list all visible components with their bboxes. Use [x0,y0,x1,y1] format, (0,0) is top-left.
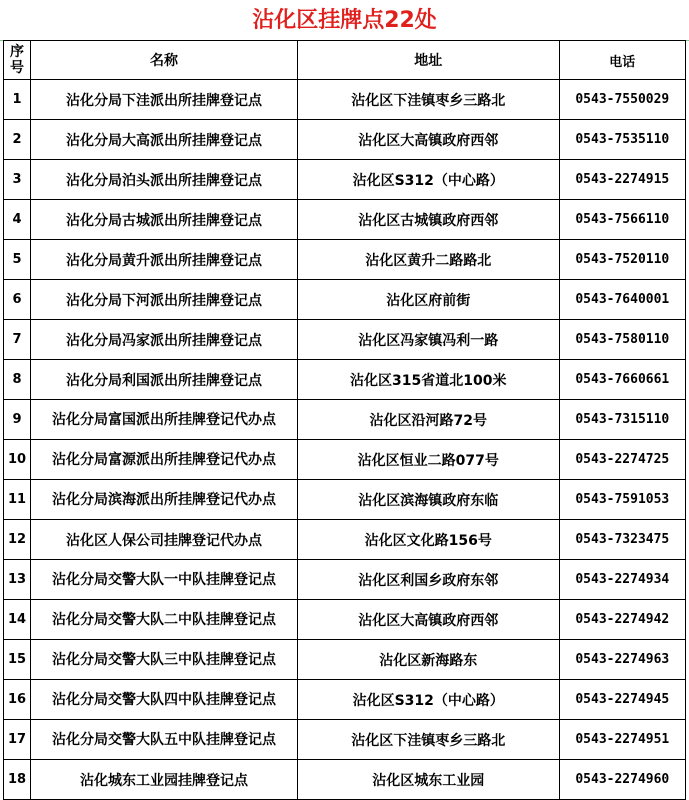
row-name: 沾化城东工业园挂牌登记点 [31,760,298,800]
header-address: 地址 [297,41,559,80]
row-phone: 0543-7315110 [559,400,685,440]
row-name: 沾化分局富国派出所挂牌登记代办点 [31,400,298,440]
row-phone: 0543-2274942 [559,600,685,640]
table-row [4,760,686,800]
table-row [4,240,686,280]
row-phone: 0543-7640001 [559,280,685,320]
row-name: 沾化分局下河派出所挂牌登记点 [31,280,298,320]
table-row [4,320,686,360]
row-phone: 0543-7535110 [559,120,685,160]
row-phone: 0543-2274951 [559,720,685,760]
table-row [4,440,686,480]
row-number: 4 [4,200,31,240]
row-name: 沾化分局大高派出所挂牌登记点 [31,120,298,160]
row-phone: 0543-2274725 [559,440,685,480]
row-name: 沾化分局交警大队二中队挂牌登记点 [31,600,298,640]
row-address: 沾化区S312（中心路） [297,680,559,720]
row-address: 沾化区黄升二路路北 [297,240,559,280]
row-address: 沾化区大高镇政府西邻 [297,600,559,640]
row-number: 12 [4,520,31,560]
table-row [4,480,686,520]
row-name: 沾化分局交警大队四中队挂牌登记点 [31,680,298,720]
row-name: 沾化分局交警大队一中队挂牌登记点 [31,560,298,600]
row-number: 16 [4,680,31,720]
row-address: 沾化区府前街 [297,280,559,320]
row-name: 沾化分局交警大队五中队挂牌登记点 [31,720,298,760]
row-address: 沾化区新海路东 [297,640,559,680]
row-phone: 0543-2274963 [559,640,685,680]
row-name: 沾化区人保公司挂牌登记代办点 [31,520,298,560]
row-number: 15 [4,640,31,680]
row-phone: 0543-7580110 [559,320,685,360]
row-phone: 0543-7520110 [559,240,685,280]
table-row [4,360,686,400]
row-address: 沾化区大高镇政府西邻 [297,120,559,160]
row-address: 沾化区沿河路72号 [297,400,559,440]
row-name: 沾化分局黄升派出所挂牌登记点 [31,240,298,280]
row-phone: 0543-7550029 [559,80,685,120]
table-row [4,280,686,320]
row-number: 8 [4,360,31,400]
row-number: 2 [4,120,31,160]
table-row [4,120,686,160]
table-header-row [4,41,686,80]
table-row [4,520,686,560]
table-row [4,680,686,720]
row-phone: 0543-7566110 [559,200,685,240]
row-number: 13 [4,560,31,600]
row-address: 沾化区下洼镇枣乡三路北 [297,720,559,760]
row-address: 沾化区古城镇政府西邻 [297,200,559,240]
table-row [4,80,686,120]
row-number: 17 [4,720,31,760]
row-phone: 0543-2274915 [559,160,685,200]
row-number: 1 [4,80,31,120]
table-row [4,400,686,440]
row-phone: 0543-2274960 [559,760,685,800]
table-row [4,640,686,680]
row-number: 9 [4,400,31,440]
page-title: 沾化区挂牌点22处 [252,8,437,33]
row-address: 沾化区恒业二路077号 [297,440,559,480]
row-phone: 0543-7660661 [559,360,685,400]
row-name: 沾化分局下洼派出所挂牌登记点 [31,80,298,120]
row-phone: 0543-7591053 [559,480,685,520]
table-row [4,720,686,760]
row-address: 沾化区冯家镇冯利一路 [297,320,559,360]
header-phone: 电话 [559,41,685,80]
table-row [4,600,686,640]
row-name: 沾化分局滨海派出所挂牌登记代办点 [31,480,298,520]
row-number: 14 [4,600,31,640]
table-row [4,200,686,240]
registration-points-table [3,40,686,800]
row-address: 沾化区S312（中心路） [297,160,559,200]
row-address: 沾化区城东工业园 [297,760,559,800]
table-row [4,160,686,200]
row-phone: 0543-2274945 [559,680,685,720]
header-no: 序号 [4,41,31,80]
header-name: 名称 [31,41,298,80]
row-name: 沾化分局古城派出所挂牌登记点 [31,200,298,240]
row-number: 5 [4,240,31,280]
row-number: 18 [4,760,31,800]
row-number: 11 [4,480,31,520]
table-row [4,560,686,600]
row-phone: 0543-2274934 [559,560,685,600]
row-name: 沾化分局富源派出所挂牌登记代办点 [31,440,298,480]
row-number: 6 [4,280,31,320]
row-name: 沾化分局利国派出所挂牌登记点 [31,360,298,400]
row-address: 沾化区利国乡政府东邻 [297,560,559,600]
row-address: 沾化区文化路156号 [297,520,559,560]
row-number: 3 [4,160,31,200]
row-phone: 0543-7323475 [559,520,685,560]
row-address: 沾化区滨海镇政府东临 [297,480,559,520]
row-name: 沾化分局冯家派出所挂牌登记点 [31,320,298,360]
row-address: 沾化区315省道北100米 [297,360,559,400]
row-name: 沾化分局交警大队三中队挂牌登记点 [31,640,298,680]
row-number: 10 [4,440,31,480]
row-number: 7 [4,320,31,360]
row-address: 沾化区下洼镇枣乡三路北 [297,80,559,120]
row-name: 沾化分局泊头派出所挂牌登记点 [31,160,298,200]
